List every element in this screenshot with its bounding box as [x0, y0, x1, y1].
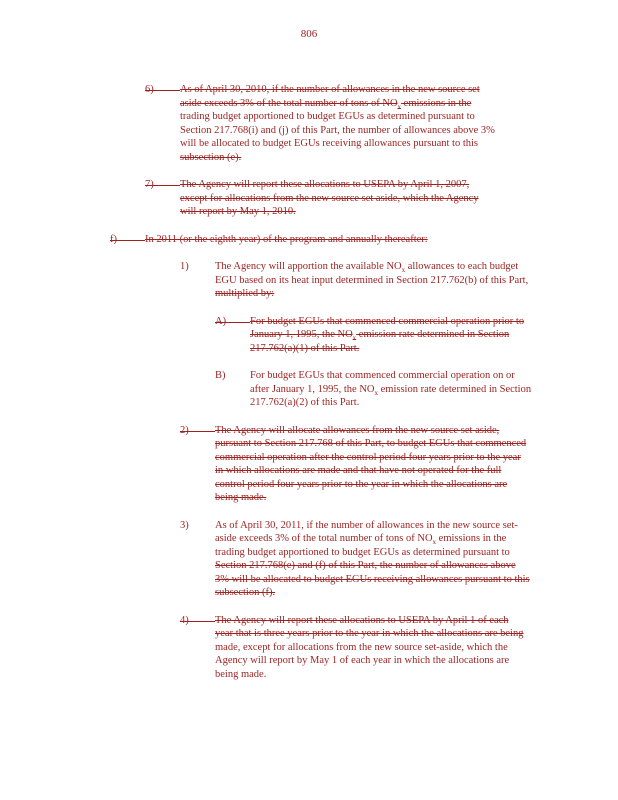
deleted-text-line: 3% will be allocated to budget EGUs receiving allowances pursuant to this [215, 573, 530, 585]
text-line: As of April 30, 2011, if the number of allowances in the new source set- [215, 519, 518, 531]
list-item [145, 178, 556, 219]
text-line: 217.762(a)(2) of this Part. [250, 397, 360, 408]
deleted-text-line: In 2011 (or the eighth year) of the program and annually thereafter: [145, 233, 428, 245]
item-label: 3) [180, 519, 189, 531]
item-label: 6) [145, 83, 180, 164]
item-body [215, 519, 556, 600]
deleted-text-line: being made. [215, 492, 267, 503]
text-line: will be allocated to budget EGUs receiving allowances pursuant to this [180, 138, 479, 149]
list-item [180, 614, 556, 682]
deleted-text-line: subsection (f). [215, 587, 276, 598]
subscript-x: x [401, 266, 406, 275]
item-body [180, 83, 556, 164]
deleted-text-line: The Agency will report these allocations to USEPA by April 1, 2007, [180, 179, 470, 190]
deleted-text-line: The Agency will allocate allowances from the new source set aside, [215, 424, 500, 436]
deleted-text-line: in which allocations are made and that have not operated for the full [215, 465, 502, 476]
deleted-text-line: control period four years prior to the year in which the allocations are [215, 478, 508, 490]
deleted-text-line: multiplied by: [215, 288, 275, 299]
text-line: Section 217.768(i) and (j) of this Part, the number of allowances above 3% [180, 124, 495, 136]
item-body [215, 260, 556, 301]
item-label: A) [215, 315, 250, 356]
text-line: For budget EGUs that commenced commercial operation on or [250, 370, 515, 381]
list-item [215, 369, 556, 410]
item-body [215, 614, 556, 682]
deleted-text-line: year that is three years prior to the year in which the allocations are being [215, 628, 524, 639]
deleted-text-line: 217.762(a)(1) of this Part. [250, 342, 360, 354]
document-content [0, 83, 618, 681]
deleted-text-line: The Agency will report these allocations to USEPA by April 1 of each [215, 614, 509, 626]
list-item [145, 83, 556, 164]
deleted-text-line: subsection (e). [180, 151, 242, 163]
item-label: 1) [180, 261, 189, 272]
subscript-x: x [432, 538, 437, 547]
item-body [145, 233, 556, 247]
item-label: f) [110, 233, 145, 247]
text-line: EGU based on its heat input determined in Section 217.762(b) of this Part, [215, 274, 529, 286]
list-item [180, 260, 556, 301]
text-line: The Agency will apportion the available $NO_x$ allowances to each budget [215, 261, 519, 275]
deleted-text-line: Section 217.768(e) and (f) of this Part, the number of allowances above [215, 560, 516, 571]
text-line: Agency will report by May 1 of each year in which the allocations are [215, 655, 510, 666]
item-label: B) [215, 370, 226, 381]
text-line: being made. [215, 668, 267, 680]
text-line: after January 1, 1995, the $NO_x$ emission rate determined in Section [250, 383, 532, 397]
page-number: 806 [300, 28, 318, 40]
list-item [180, 519, 556, 600]
deleted-text-line: January 1, 1995, the $NO_x$ emission rate determined in Section [250, 329, 510, 343]
item-label: 2) [180, 424, 215, 505]
item-body [180, 178, 556, 219]
list-item [215, 315, 556, 356]
list-item [180, 424, 556, 505]
deleted-text-line: pursuant to Section 217.768 of this Part, to budget EGUs that commenced [215, 438, 527, 449]
deleted-text-line: will report by May 1, 2010. [180, 206, 296, 217]
item-body [250, 369, 556, 410]
deleted-text-line: except for allocations from the new source set aside, which the Agency [180, 192, 479, 204]
subscript-x: x [397, 102, 402, 111]
item-label: 4) [180, 614, 215, 682]
deleted-text-line: For budget EGUs that commenced commercial operation prior to [250, 315, 525, 327]
deleted-text-line: As of April 30, 2010, if the number of allowances in the new source set [180, 84, 480, 95]
text-line: trading budget apportioned to budget EGUs as determined pursuant to [215, 546, 510, 558]
item-label: 7) [145, 178, 180, 219]
item-body [250, 315, 556, 356]
subscript-x: x [352, 334, 357, 343]
text-line: made, except for allocations from the new source set-aside, which the [215, 641, 508, 653]
deleted-text-line: aside exceeds 3% of the total number of tons of $NO_x$ emissions in the [180, 97, 472, 111]
text-line: aside exceeds 3% of the total number of tons of $NO_x$ emissions in the [215, 533, 507, 547]
subscript-x: x [374, 388, 379, 397]
item-body [215, 424, 556, 505]
deleted-text-line: commercial operation after the control period four years prior to the year [215, 451, 521, 463]
text-line: trading budget apportioned to budget EGUs as determined pursuant to [180, 111, 475, 122]
list-item [110, 233, 556, 247]
